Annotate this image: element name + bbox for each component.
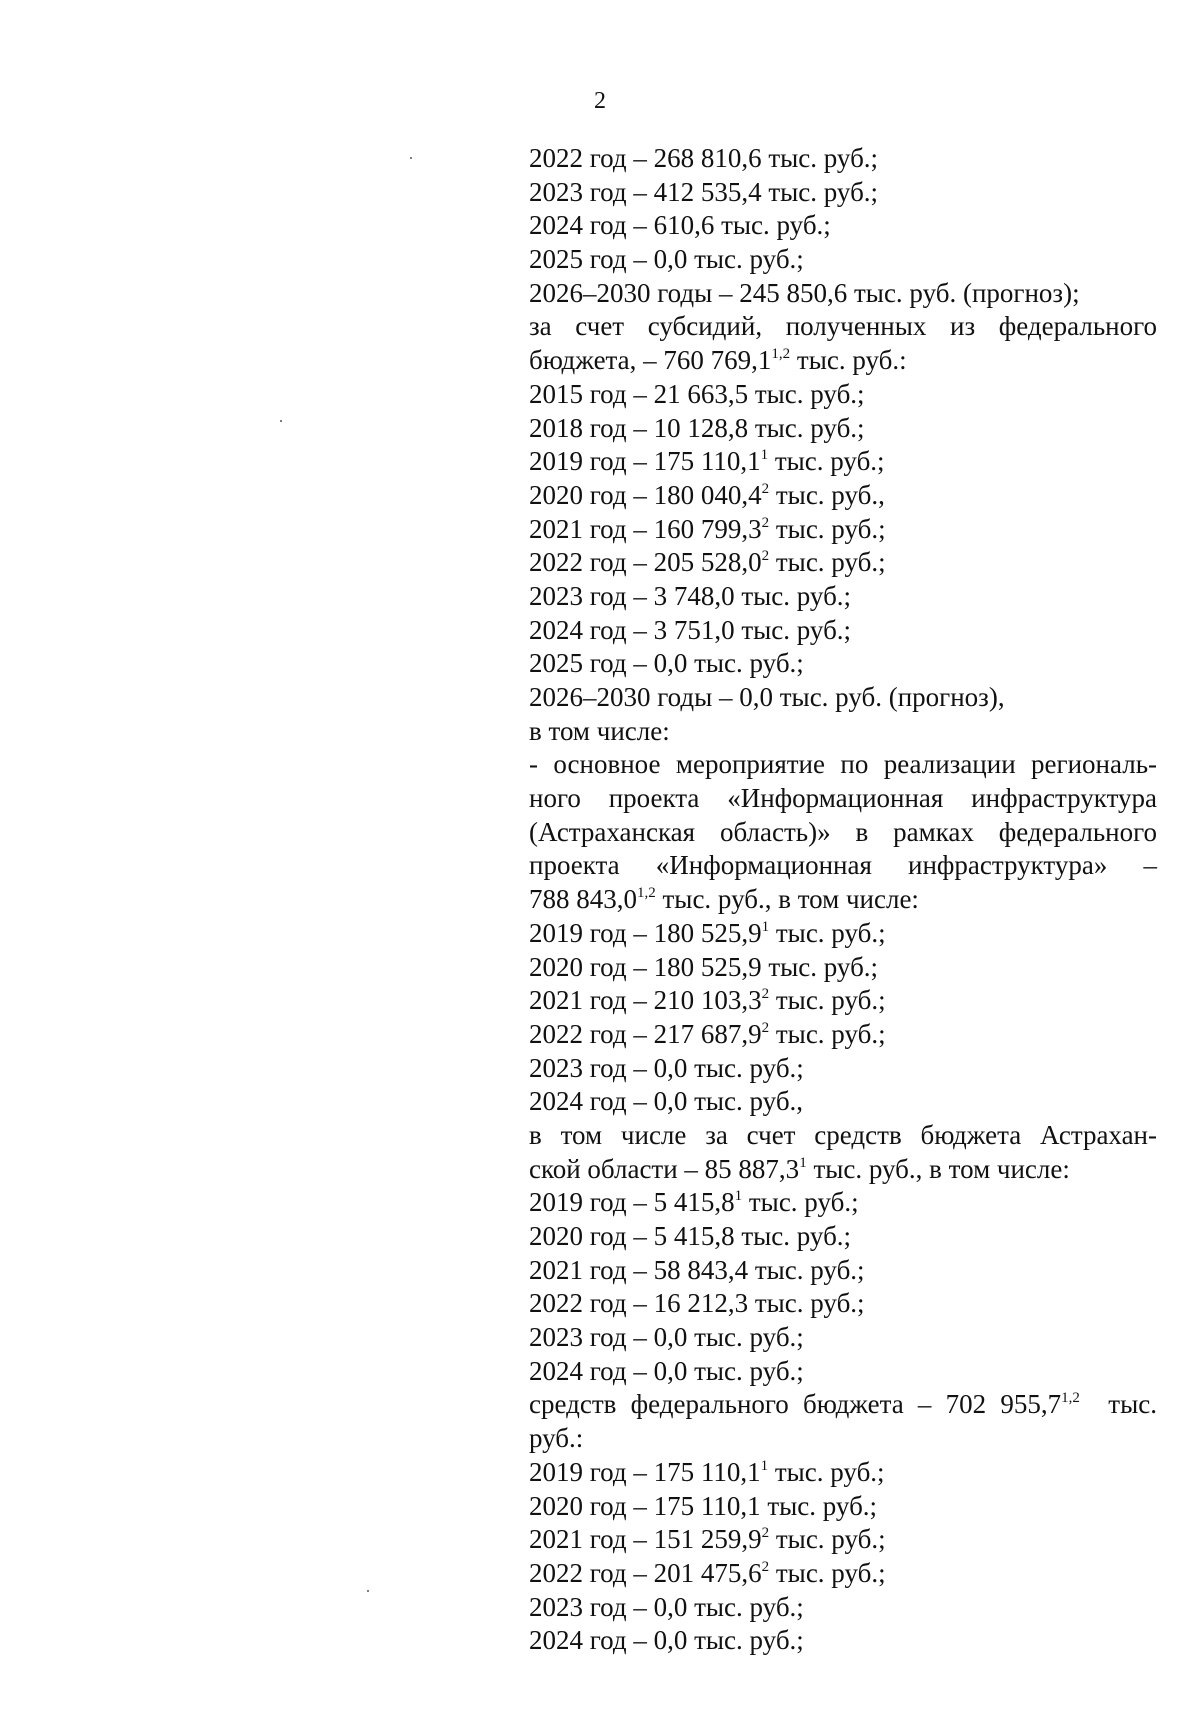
line-text: за счет субсидий, полученных из федерального — [529, 311, 1157, 342]
line-text: 2022 год – 205 528,0 — [529, 547, 762, 578]
line-text-after: тыс. руб., в том числе: — [806, 1153, 1070, 1184]
line-text-after: тыс. руб.; — [769, 1557, 886, 1588]
line-text: 2023 год – 0,0 тыс. руб.; — [529, 1322, 804, 1353]
line-text: 2023 год – 3 748,0 тыс. руб.; — [529, 580, 852, 611]
text-line — [529, 1557, 1157, 1591]
text-line — [529, 479, 1157, 513]
text-line — [529, 142, 1157, 176]
line-text: 2019 год – 175 110,1 — [529, 446, 761, 477]
line-text-after: тыс. руб.; — [769, 917, 886, 948]
line-text: 2022 год – 201 475,6 — [529, 1557, 762, 1588]
text-line — [529, 1018, 1157, 1052]
line-text: 2023 год – 0,0 тыс. руб.; — [529, 1591, 804, 1622]
text-line — [529, 748, 1157, 782]
text-line — [529, 984, 1157, 1018]
text-line — [529, 546, 1157, 580]
scan-speck — [410, 157, 412, 159]
text-line — [529, 1422, 1157, 1456]
line-text-after: тыс. — [1079, 1389, 1157, 1420]
line-text: руб.: — [529, 1423, 584, 1454]
line-text: 2020 год – 5 415,8 тыс. руб.; — [529, 1221, 852, 1251]
text-line — [529, 849, 1157, 883]
budget-text-column — [529, 142, 1157, 1658]
text-line — [529, 310, 1157, 344]
line-text: в том числе: — [529, 715, 670, 746]
footnote-marker: 2 — [761, 514, 770, 531]
text-line — [529, 1523, 1157, 1557]
footnote-marker: 2 — [761, 1525, 770, 1542]
line-text-after: тыс. руб.; — [768, 446, 885, 477]
line-text: 2022 год – 268 810,6 тыс. руб.; — [529, 143, 879, 173]
text-line — [529, 445, 1157, 479]
footnote-marker: 1 — [760, 447, 769, 464]
text-line — [529, 782, 1157, 816]
line-text-after: тыс. руб.; — [769, 1018, 886, 1049]
line-text: 2024 год – 0,0 тыс. руб.; — [529, 1355, 804, 1386]
footnote-marker: 1 — [734, 1188, 743, 1205]
footnote-marker: 1,2 — [1061, 1390, 1080, 1407]
text-line — [529, 681, 1157, 715]
line-text: в том числе за счет средств бюджета Астрахан- — [529, 1119, 1157, 1150]
line-text: 2025 год – 0,0 тыс. руб.; — [529, 648, 804, 679]
line-text: проекта «Информационная инфраструктура» – — [529, 850, 1157, 881]
text-line — [529, 1119, 1157, 1153]
footnote-marker: 2 — [761, 986, 770, 1003]
line-text: 2019 год – 5 415,8 — [529, 1187, 735, 1218]
text-line — [529, 513, 1157, 547]
text-line — [529, 243, 1157, 277]
text-line — [529, 1254, 1157, 1288]
line-text: 2020 год – 175 110,1 тыс. руб.; — [529, 1490, 878, 1521]
text-line — [529, 580, 1157, 614]
line-text: 788 843,0 — [529, 884, 637, 915]
line-text: 2023 год – 0,0 тыс. руб.; — [529, 1052, 804, 1083]
line-text: бюджета, – 760 769,1 — [529, 345, 772, 376]
line-text-after: тыс. руб.; — [768, 1456, 885, 1487]
text-line — [529, 378, 1157, 412]
line-text: средств федерального бюджета – 702 955,7 — [529, 1389, 1062, 1420]
line-text: (Астраханская область)» в рамках федерального — [529, 816, 1157, 847]
text-line — [529, 647, 1157, 681]
scan-speck — [367, 1590, 369, 1592]
scan-speck — [280, 420, 282, 422]
line-text: 2021 год – 151 259,9 — [529, 1524, 762, 1555]
page-number: 2 — [594, 88, 606, 114]
footnote-marker: 1 — [799, 1154, 807, 1171]
text-line — [529, 209, 1157, 243]
text-line — [529, 816, 1157, 850]
text-line — [529, 1388, 1157, 1422]
text-line — [529, 1456, 1157, 1490]
footnote-marker: 2 — [761, 1558, 770, 1575]
line-text: 2019 год – 175 110,1 — [529, 1456, 761, 1487]
line-text-after: тыс. руб.; — [769, 1524, 886, 1555]
text-line — [529, 1085, 1157, 1119]
footnote-marker: 1,2 — [637, 885, 656, 902]
footnote-marker: 2 — [761, 480, 770, 497]
line-text: 2024 год – 610,6 тыс. руб.; — [529, 210, 831, 241]
line-text-after: тыс. руб.; — [769, 513, 886, 544]
text-line — [529, 344, 1157, 378]
text-line — [529, 277, 1157, 311]
line-text: 2024 год – 0,0 тыс. руб.; — [529, 1625, 804, 1656]
line-text-after: тыс. руб., в том числе: — [655, 884, 919, 915]
line-text: 2015 год – 21 663,5 тыс. руб.; — [529, 378, 865, 409]
line-text: 2021 год – 58 843,4 тыс. руб.; — [529, 1254, 865, 1285]
line-text: 2020 год – 180 040,4 — [529, 479, 762, 510]
text-line — [529, 917, 1157, 951]
line-text: 2021 год – 160 799,3 — [529, 513, 762, 544]
line-text: 2024 год – 0,0 тыс. руб., — [529, 1086, 804, 1117]
text-line — [529, 1186, 1157, 1220]
text-line — [529, 1355, 1157, 1389]
text-line — [529, 715, 1157, 749]
footnote-marker: 1 — [760, 1457, 769, 1474]
footnote-marker: 1 — [761, 918, 770, 935]
line-text: - основное мероприятие по реализации региональ- — [529, 749, 1157, 780]
line-text-after: тыс. руб.: — [790, 345, 907, 376]
footnote-marker: 2 — [761, 1019, 770, 1036]
text-line — [529, 176, 1157, 210]
line-text: 2023 год – 412 535,4 тыс. руб.; — [529, 176, 879, 207]
text-line — [529, 412, 1157, 446]
text-line — [529, 1321, 1157, 1355]
text-line — [529, 1591, 1157, 1625]
line-text-after: тыс. руб.; — [769, 985, 886, 1016]
line-text: ного проекта «Информационная инфраструктура — [529, 783, 1157, 814]
line-text: 2026–2030 годы – 0,0 тыс. руб. (прогноз), — [529, 682, 1005, 712]
line-text: 2019 год – 180 525,9 — [529, 917, 762, 948]
line-text-after: тыс. руб.; — [742, 1187, 859, 1218]
line-text: 2026–2030 годы – 245 850,6 тыс. руб. (прогноз); — [529, 277, 1080, 308]
text-line — [529, 1624, 1157, 1658]
line-text: 2021 год – 210 103,3 — [529, 985, 762, 1016]
text-line — [529, 1287, 1157, 1321]
line-text: 2024 год – 3 751,0 тыс. руб.; — [529, 614, 852, 645]
line-text: 2022 год – 217 687,9 — [529, 1018, 762, 1049]
text-line — [529, 1153, 1157, 1187]
line-text: 2025 год – 0,0 тыс. руб.; — [529, 244, 804, 275]
line-text: 2020 год – 180 525,9 тыс. руб.; — [529, 951, 879, 982]
line-text-after: тыс. руб., — [769, 479, 885, 510]
text-line — [529, 883, 1157, 917]
line-text: 2022 год – 16 212,3 тыс. руб.; — [529, 1288, 865, 1319]
footnote-marker: 1,2 — [771, 346, 791, 363]
line-text: ской области – 85 887,3 — [529, 1153, 800, 1184]
text-line — [529, 1490, 1157, 1524]
text-line — [529, 614, 1157, 648]
line-text-after: тыс. руб.; — [769, 547, 886, 578]
text-line — [529, 1220, 1157, 1254]
footnote-marker: 2 — [761, 548, 770, 565]
text-line — [529, 1052, 1157, 1086]
line-text: 2018 год – 10 128,8 тыс. руб.; — [529, 412, 865, 443]
text-line — [529, 951, 1157, 985]
